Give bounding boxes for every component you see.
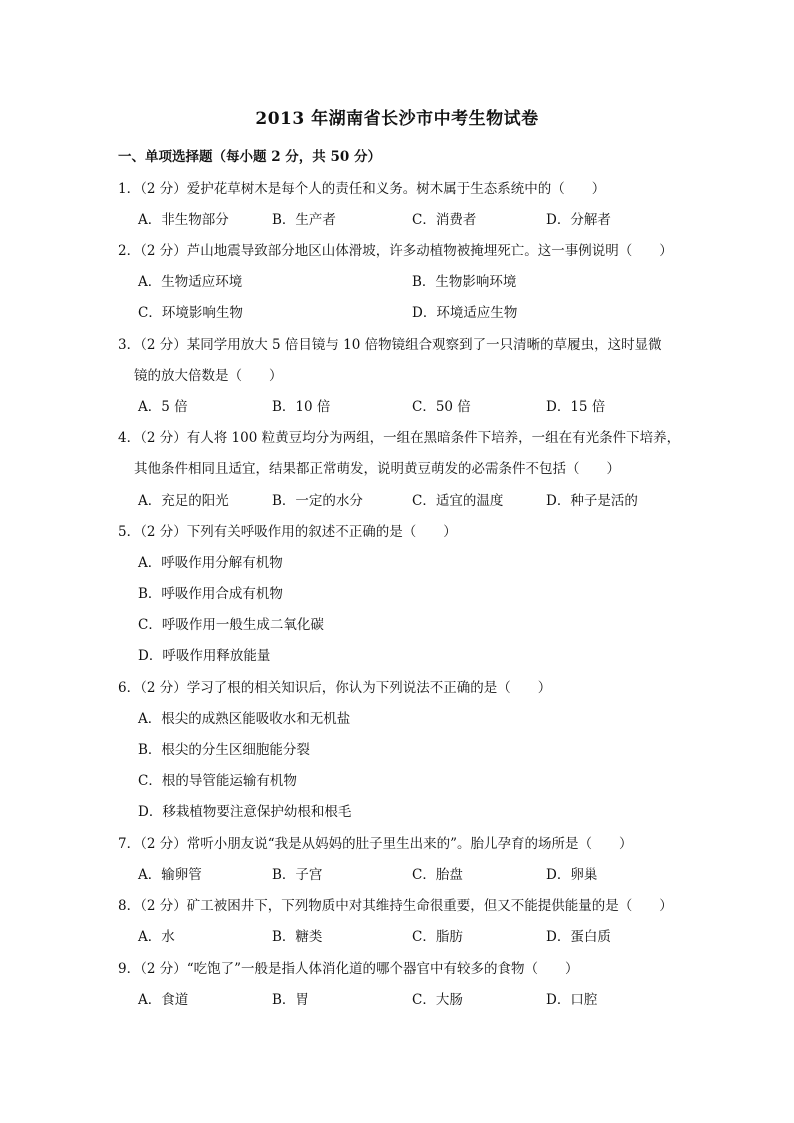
question-2: 2．（2 分）芦山地震导致部分地区山体滑坡，许多动植物被掩埋死亡。这一事例说明（ ）: [118, 243, 673, 259]
q7-option-b: B．子宫: [272, 867, 323, 883]
q9-option-b: B．胃: [272, 992, 309, 1008]
q3-option-a: A．5 倍: [138, 399, 188, 415]
question-4: 4．（2 分）有人将 100 粒黄豆均分为两组，一组在黑暗条件下培养，一组在有光条件下培养，: [118, 430, 681, 446]
q7-option-a: A．输卵管: [138, 867, 202, 883]
q4-option-d: D．种子是活的: [546, 493, 638, 509]
q8-option-d: D．蛋白质: [546, 929, 611, 945]
q3-option-b: B．10 倍: [272, 399, 331, 415]
question-6: 6．（2 分）学习了根的相关知识后，你认为下列说法不正确的是（ ）: [118, 680, 552, 696]
question-8: 8．（2 分）矿工被困井下，下列物质中对其维持生命很重要，但又不能提供能量的是（ ）: [118, 898, 673, 914]
q4-option-b: B．一定的水分: [272, 493, 363, 509]
question-9: 9．（2 分）“吃饱了”一般是指人体消化道的哪个器官中有较多的食物（ ）: [118, 961, 579, 977]
q1-option-d: D．分解者: [546, 212, 611, 228]
q7-option-d: D．卵巢: [546, 867, 598, 883]
q2-option-c: C．环境影响生物: [138, 305, 243, 321]
question-4-cont: 其他条件相同且适宜，结果都正常萌发，说明黄豆萌发的必需条件不包括（ ）: [134, 461, 620, 477]
q2-option-b: B．生物影响环境: [412, 274, 517, 290]
question-5: 5．（2 分）下列有关呼吸作用的叙述不正确的是（ ）: [118, 524, 457, 540]
q8-option-b: B．糖类: [272, 929, 323, 945]
q1-option-c: C．消费者: [412, 212, 477, 228]
section-heading: 一、单项选择题（每小题 2 分，共 50 分）: [118, 149, 381, 165]
q1-option-b: B．生产者: [272, 212, 336, 228]
question-3: 3．（2 分）某同学用放大 5 倍目镜与 10 倍物镜组合观察到了一只清晰的草履虫，这时显微: [118, 337, 662, 353]
q4-option-c: C．适宜的温度: [412, 493, 504, 509]
q8-option-c: C．脂肪: [412, 929, 463, 945]
q9-option-a: A．食道: [138, 992, 189, 1008]
q5-option-b: B．呼吸作用合成有机物: [138, 586, 283, 602]
q4-option-a: A．充足的阳光: [138, 493, 229, 509]
q8-option-a: A．水: [138, 929, 175, 945]
q7-option-c: C．胎盘: [412, 867, 463, 883]
q5-option-a: A．呼吸作用分解有机物: [138, 555, 283, 571]
q9-option-d: D．口腔: [546, 992, 598, 1008]
q6-option-a: A．根尖的成熟区能吸收水和无机盐: [138, 711, 351, 727]
q9-option-c: C．大肠: [412, 992, 463, 1008]
page-title: 2013 年湖南省长沙市中考生物试卷: [255, 109, 539, 129]
q6-option-d: D．移栽植物要注意保护幼根和根毛: [138, 804, 352, 820]
q2-option-d: D．环境适应生物: [412, 305, 518, 321]
q5-option-c: C．呼吸作用一般生成二氧化碳: [138, 617, 324, 633]
q2-option-a: A．生物适应环境: [138, 274, 243, 290]
question-3-cont: 镜的放大倍数是（ ）: [134, 368, 283, 384]
question-1: 1．（2 分）爱护花草树木是每个人的责任和义务。树木属于生态系统中的（ ）: [118, 181, 606, 197]
question-7: 7．（2 分）常听小朋友说“我是从妈妈的肚子里生出来的”。胎儿孕育的场所是（ ）: [118, 836, 633, 852]
q1-option-a: A．非生物部分: [138, 212, 229, 228]
q6-option-b: B．根尖的分生区细胞能分裂: [138, 742, 310, 758]
q3-option-d: D．15 倍: [546, 399, 606, 415]
q6-option-c: C．根的导管能运输有机物: [138, 773, 297, 789]
q3-option-c: C．50 倍: [412, 399, 471, 415]
q5-option-d: D．呼吸作用释放能量: [138, 648, 271, 664]
